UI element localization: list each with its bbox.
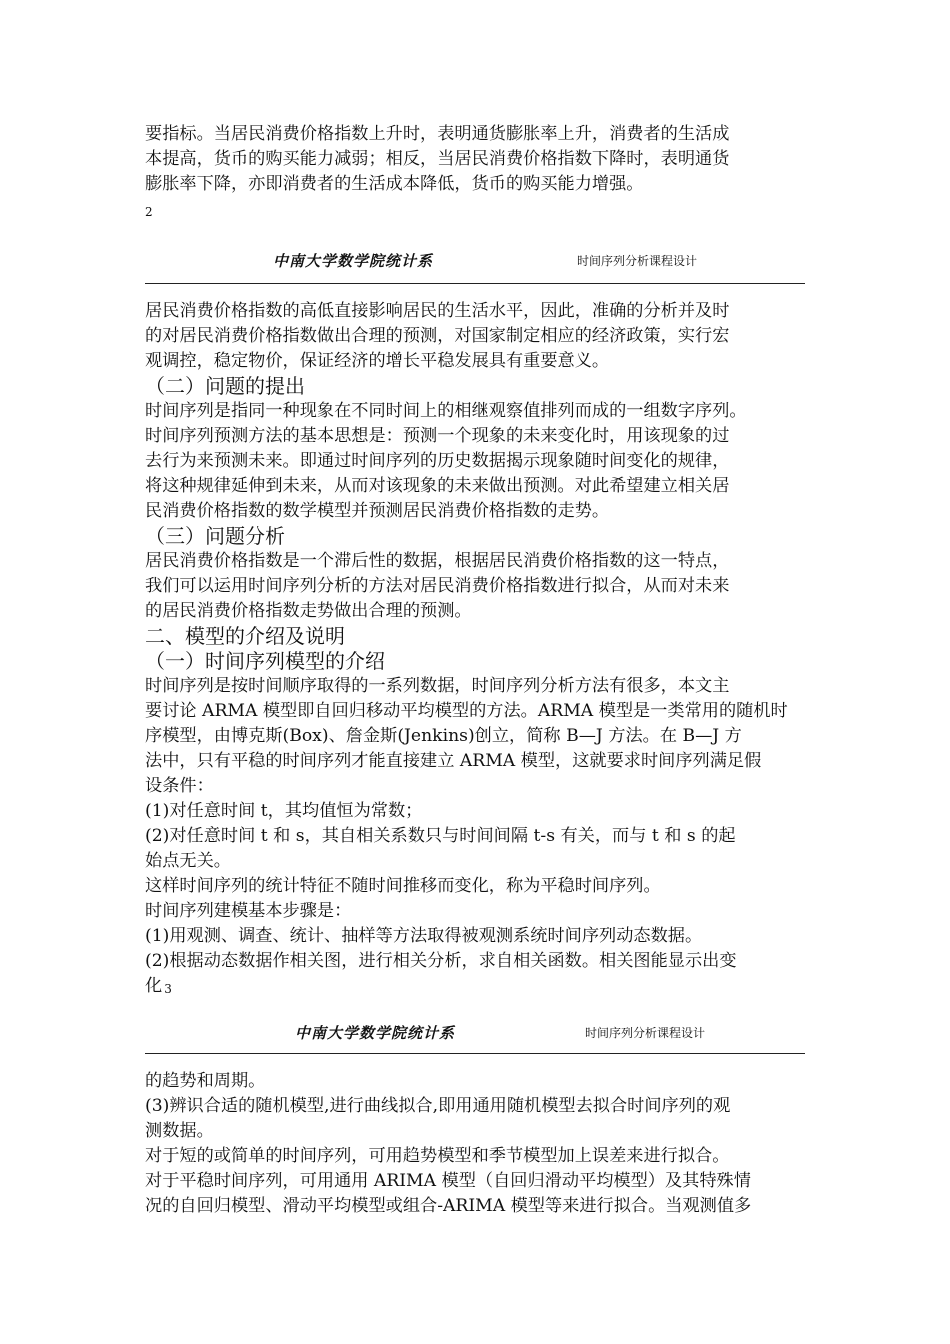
text-line: 测数据。 [145, 1121, 214, 1141]
header-course: 时间序列分析课程设计 [585, 1026, 706, 1040]
text-line: 膨胀率下降，亦即消费者的生活成本降低，货币的购买能力增强。 [145, 174, 644, 194]
text-line: (2)对任意时间 t 和 s，其自相关系数只与时间间隔 t-s 有关，而与 t 和 s 的起 [145, 826, 736, 846]
header-department: 中南大学数学院统计系 [273, 252, 434, 270]
text-line: 本提高，货币的购买能力减弱；相反，当居民消费价格指数下降时，表明通货 [145, 149, 730, 169]
text-line: 民消费价格指数的数学模型并预测居民消费价格指数的走势。 [145, 501, 610, 521]
text-line: 时间序列预测方法的基本思想是：预测一个现象的未来变化时，用该现象的过 [145, 426, 730, 446]
text-line: (2)根据动态数据作相关图，进行相关分析，求自相关函数。相关图能显示出变 [145, 951, 737, 971]
page-middle-text [145, 299, 813, 1002]
page-header [145, 250, 805, 280]
text-fragment: 化 [145, 976, 163, 996]
text-line: (1)用观测、调查、统计、抽样等方法取得被观测系统时间序列动态数据。 [145, 926, 703, 946]
text-line-last [145, 974, 813, 1002]
section-heading: （一）时间序列模型的介绍 [145, 649, 385, 673]
text-line: 法中，只有平稳的时间序列才能直接建立 ARMA 模型，这就要求时间序列满足假 [145, 751, 762, 771]
page-top-text [145, 122, 813, 197]
page-bottom-text [145, 1069, 813, 1219]
text-line: 将这种规律延伸到未来，从而对该现象的未来做出预测。对此希望建立相关居 [145, 476, 730, 496]
text-line: 始点无关。 [145, 851, 231, 871]
text-line: 去行为来预测未来。即通过时间序列的历史数据揭示现象随时间变化的规律， [145, 451, 730, 471]
header-course: 时间序列分析课程设计 [577, 254, 698, 268]
header-department: 中南大学数学院统计系 [295, 1024, 456, 1042]
header-rule [145, 283, 805, 284]
text-line: 况的自回归模型、滑动平均模型或组合-ARIMA 模型等来进行拟合。当观测值多 [145, 1196, 752, 1216]
text-line: 的趋势和周期。 [145, 1071, 266, 1091]
text-line: (1)对任意时间 t，其均值恒为常数； [145, 801, 423, 821]
text-line: 要指标。当居民消费价格指数上升时，表明通货膨胀率上升，消费者的生活成 [145, 124, 730, 144]
header-rule [145, 1053, 805, 1054]
text-line: 时间序列是按时间顺序取得的一系列数据，时间序列分析方法有很多，本文主 [145, 676, 730, 696]
text-line: 居民消费价格指数的高低直接影响居民的生活水平，因此，准确的分析并及时 [145, 301, 730, 321]
text-line: 的居民消费价格指数走势做出合理的预测。 [145, 601, 472, 621]
text-line: 要讨论 ARMA 模型即自回归移动平均模型的方法。ARMA 模型是一类常用的随机时 [145, 701, 788, 721]
text-line: 我们可以运用时间序列分析的方法对居民消费价格指数进行拟合，从而对未来 [145, 576, 730, 596]
page-header [145, 1022, 805, 1052]
text-line: 时间序列是指同一种现象在不同时间上的相继观察值排列而成的一组数字序列。 [145, 401, 747, 421]
text-line: (3)辨识合适的随机模型,进行曲线拟合,即用通用随机模型去拟合时间序列的观 [145, 1096, 731, 1116]
text-line: 时间序列建模基本步骤是： [145, 901, 352, 921]
chapter-heading: 二、模型的介绍及说明 [145, 624, 345, 648]
text-line: 对于短的或简单的时间序列，可用趋势模型和季节模型加上误差来进行拟合。 [145, 1146, 730, 1166]
text-line: 设条件： [145, 776, 214, 796]
page-number: 3 [164, 982, 172, 996]
page-number: 2 [145, 205, 153, 219]
text-line: 这样时间序列的统计特征不随时间推移而变化，称为平稳时间序列。 [145, 876, 661, 896]
text-line: 的对居民消费价格指数做出合理的预测，对国家制定相应的经济政策，实行宏 [145, 326, 730, 346]
text-line: 居民消费价格指数是一个滞后性的数据，根据居民消费价格指数的这一特点， [145, 551, 730, 571]
text-line: 观调控，稳定物价，保证经济的增长平稳发展具有重要意义。 [145, 351, 610, 371]
section-heading: （三）问题分析 [145, 524, 285, 548]
text-line: 对于平稳时间序列，可用通用 ARIMA 模型（自回归滑动平均模型）及其特殊情 [145, 1171, 751, 1191]
section-heading: （二）问题的提出 [145, 374, 305, 398]
text-line: 序模型，由博克斯(Box)、詹金斯(Jenkins)创立，简称 B—J 方法。在 B—J 方 [145, 726, 742, 746]
